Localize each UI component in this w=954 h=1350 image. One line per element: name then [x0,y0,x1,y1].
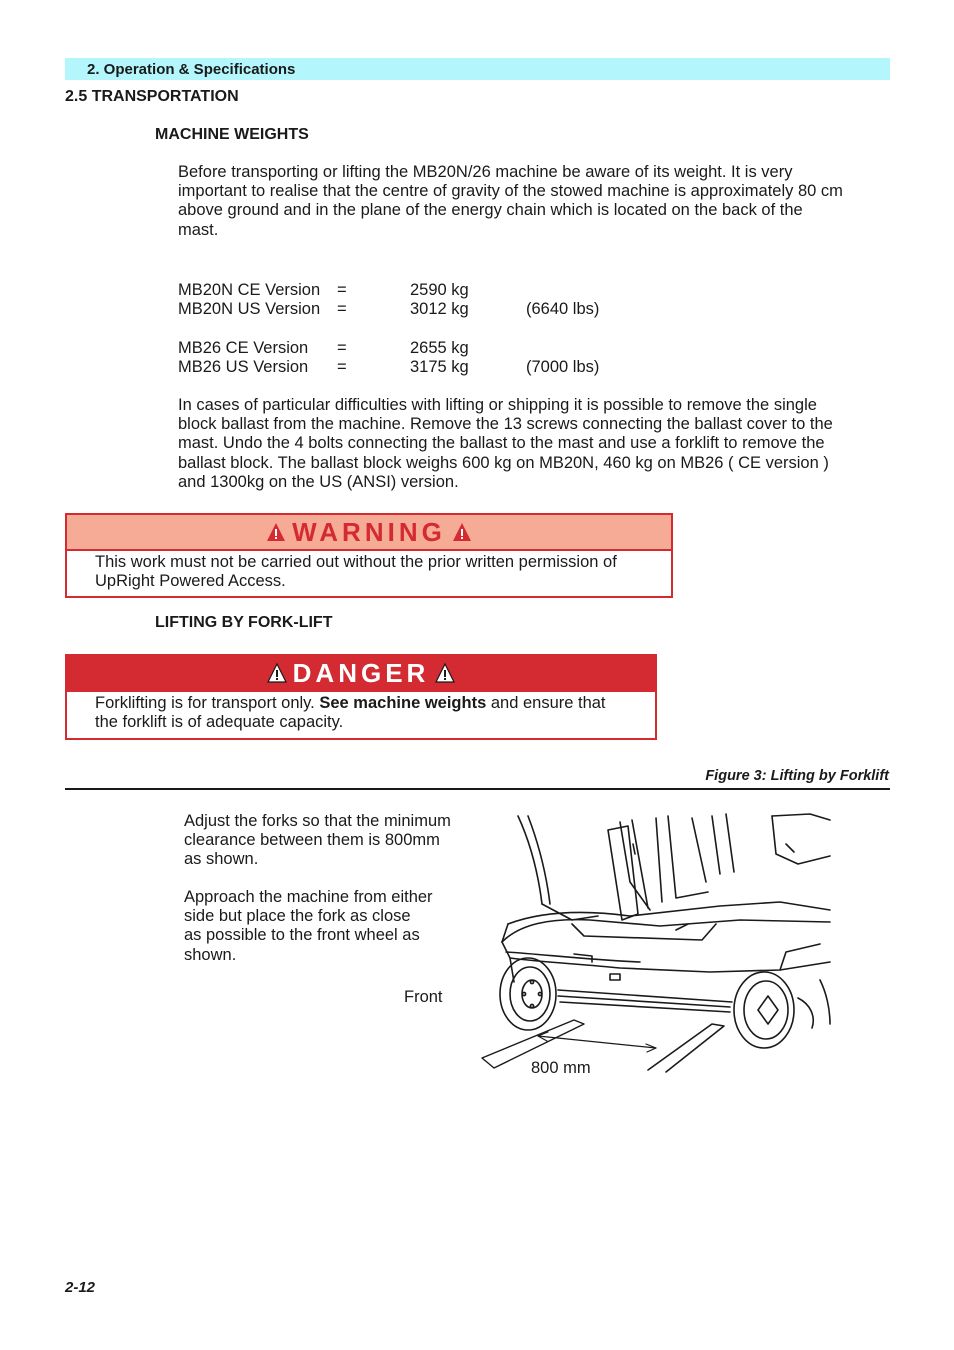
warning-title: WARNING [292,516,446,547]
text-run: Forklifting is for transport only. [95,694,320,712]
text-line: as shown. [184,850,259,869]
warning-triangle-icon [452,522,472,542]
front-label: Front [404,988,443,1006]
weight-row [178,358,678,377]
figure-caption: Figure 3: Lifting by Forklift [705,768,889,784]
danger-title: DANGER [292,657,430,688]
text-line: and 1300kg on the US (ANSI) version. [178,472,459,491]
ballast-paragraph [178,396,833,492]
weight-row [178,300,678,319]
section-title: 2.5 TRANSPORTATION [65,88,239,105]
machine-weights-heading: MACHINE WEIGHTS [155,126,309,143]
danger-box [65,654,657,740]
text-line: mast. [178,220,219,239]
equals-sign: = [337,300,347,318]
approach-machine-text [184,888,433,965]
weight-kg: 2590 kg [410,281,469,299]
adjust-forks-text [184,812,451,870]
weights-intro-paragraph [178,163,843,240]
page-number: 2-12 [65,1279,96,1296]
weight-kg: 3012 kg [410,300,469,318]
text-line: ballast block. The ballast block weighs 600 kg on MB20N, 460 kg on MB26 ( CE version ) [178,453,829,472]
forklift-machine-illustration [480,812,832,1074]
weight-lbs: (7000 lbs) [526,358,600,376]
text-line: Before transporting or lifting the MB20N/26 machine be aware of its weight. It is very [178,163,793,181]
warning-title-bar [67,515,671,551]
text-line: shown. [184,945,237,964]
fork-clearance-dimension-label: 800 mm [531,1059,591,1077]
warning-triangle-icon [267,663,287,683]
equals-sign: = [337,358,347,376]
chapter-title: 2. Operation & Specifications [87,61,296,78]
forklift-heading: LIFTING BY FORK-LIFT [155,614,333,631]
equals-sign: = [337,281,347,299]
warning-triangle-icon [266,522,286,542]
warning-triangle-icon [435,663,455,683]
equals-sign: = [337,339,347,357]
text-line: UpRight Powered Access. [95,572,286,591]
text-line: In cases of particular difficulties with lifting or shipping it is possible to remove the single [178,396,817,414]
model-name: MB26 CE Version [178,339,309,357]
model-name: MB20N CE Version [178,281,321,299]
text-line: the forklift is of adequate capacity. [95,713,344,732]
warning-message [67,551,671,597]
text-line: Adjust the forks so that the minimum [184,812,451,830]
danger-title-bar [67,656,655,692]
text-run: and ensure that [486,694,606,712]
danger-message [67,692,655,738]
text-line: above ground and in the plane of the energy chain which is located on the back of the [178,201,803,220]
figure-divider [65,788,890,790]
text-line: block ballast from the machine. Remove the 13 screws connecting the ballast cover to the [178,415,833,434]
machine-weights-reference: See machine weights [319,694,487,712]
chapter-header-bar [65,58,890,80]
weight-lbs: (6640 lbs) [526,300,600,318]
text-line: mast. Undo the 4 bolts connecting the ballast to the mast and use a forklift to remove the [178,434,825,453]
text-line [95,694,643,713]
model-name: MB20N US Version [178,300,321,318]
text-line: clearance between them is 800mm [184,831,440,850]
text-line: as possible to the front wheel as [184,926,420,945]
text-line: important to realise that the centre of gravity of the stowed machine is approximately 80 cm [178,182,843,201]
model-name: MB26 US Version [178,358,309,376]
text-line: Approach the machine from either [184,888,433,906]
text-line: side but place the fork as close [184,907,411,926]
weight-row [178,281,678,300]
warning-box [65,513,673,598]
text-line: This work must not be carried out without the prior written permission of [95,553,617,571]
weight-row [178,339,678,358]
weight-kg: 3175 kg [410,358,469,376]
weight-kg: 2655 kg [410,339,469,357]
